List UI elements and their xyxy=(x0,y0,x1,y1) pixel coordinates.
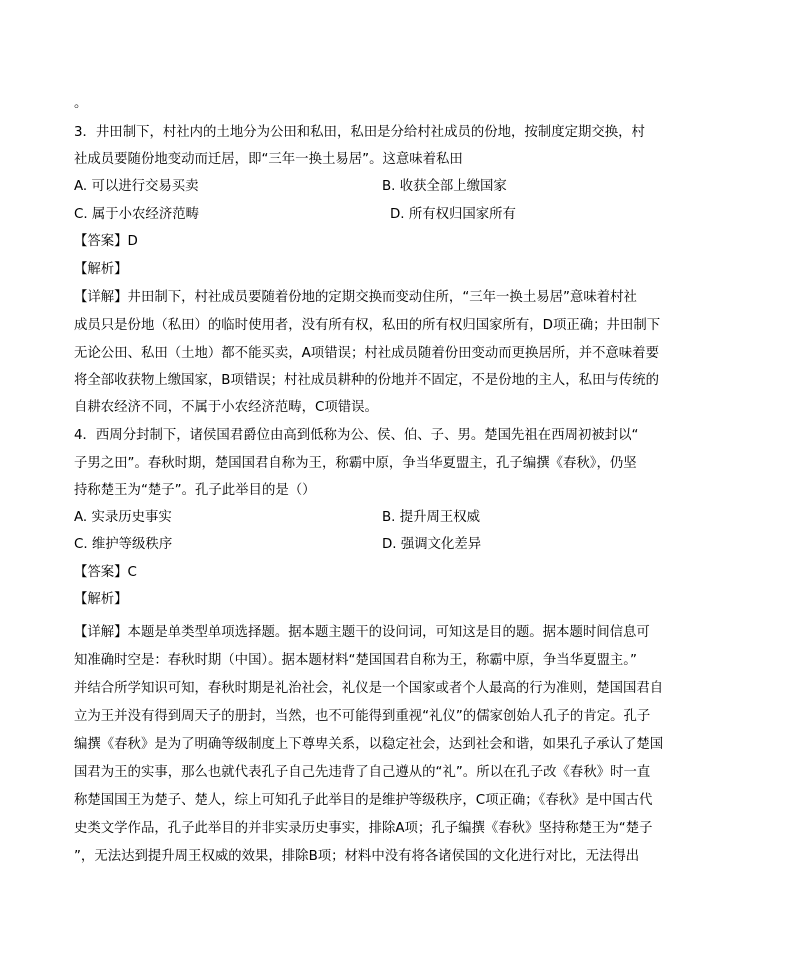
q3-option-d: D. 所有权归国家所有 xyxy=(390,207,516,222)
q4-stem-line-3: 持称楚王为“楚子”。孔子此举目的是（） xyxy=(74,483,316,498)
q3-option-c: C. 属于小农经济范畴 xyxy=(74,207,199,222)
q3-detail-line-2: 成员只是份地（私田）的临时使用者，没有所有权，私田的所有权归国家所有，D项正确；井田制下 xyxy=(74,318,661,333)
q4-stem-line-2: 子男之田”。春秋时期，楚国国君自称为王，称霸中原，争当华夏盟主，孔子编撰《春秋》，仍坚 xyxy=(74,456,637,471)
q4-answer: 【答案】C xyxy=(74,565,137,580)
q4-detail-line-2: 知准确时空是：春秋时期（中国）。据本题材料“楚国国君自称为王，称霸中原，争当华夏盟主。” xyxy=(74,653,637,668)
q4-detail-line-1: 【详解】本题是单类型单项选择题。据本题主题干的设问词，可知这是目的题。据本题时间信息可 xyxy=(74,625,650,640)
q4-option-a: A. 实录历史事实 xyxy=(74,510,172,525)
q3-stem-line-1: 3．井田制下，村社内的土地分为公田和私田，私田是分给村社成员的份地，按制度定期交换，村 xyxy=(74,125,645,140)
q4-option-d: D. 强调文化差异 xyxy=(382,537,482,552)
q3-option-a: A. 可以进行交易买卖 xyxy=(74,179,199,194)
q4-option-c: C. 维护等级秩序 xyxy=(74,537,173,552)
top-mark: 。 xyxy=(74,96,88,111)
q4-detail-line-6: 国君为王的实事，那么也就代表孔子自己先违背了自己遵从的“礼”。所以在孔子改《春秋》时一直 xyxy=(74,765,651,780)
q3-detail-line-1: 【详解】井田制下，村社成员要随着份地的定期交换而变动住所，“三年一换土易居”意味着村社 xyxy=(74,290,637,305)
q3-detail-line-5: 自耕农经济不同，不属于小农经济范畴，C项错误。 xyxy=(74,400,378,415)
q3-detail-line-3: 无论公田、私田（土地）都不能买卖，A项错误；村社成员随着份田变动而更换居所，并不意味着要 xyxy=(74,346,659,361)
q4-detail-line-4: 立为王并没有得到周天子的册封，当然，也不可能得到重视“礼仪”的儒家创始人孔子的肯定。孔子 xyxy=(74,709,651,724)
q4-detail-line-9: ”，无法达到提升周王权威的效果，排除B项；材料中没有将各诸侯国的文化进行对比，无法得出 xyxy=(74,849,640,864)
q3-stem-line-2: 社成员要随份地变动而迁居，即“三年一换土易居”。这意味着私田 xyxy=(74,152,463,167)
q3-detail-line-4: 将全部收获物上缴国家，B项错误；村社成员耕种的份地并不固定，不是份地的主人，私田与传统的 xyxy=(74,373,659,388)
q3-analysis-label: 【解析】 xyxy=(74,262,128,277)
q4-option-b: B. 提升周王权威 xyxy=(382,510,481,525)
q4-detail-line-3: 并结合所学知识可知，春秋时期是礼治社会，礼仪是一个国家或者个人最高的行为准则，楚国国君自 xyxy=(74,681,664,696)
q4-stem-line-1: 4．西周分封制下，诸侯国君爵位由高到低称为公、侯、伯、子、男。楚国先祖在西周初被封以“ xyxy=(74,428,639,443)
q4-detail-line-8: 史类文学作品，孔子此举目的并非实录历史事实，排除A项；孔子编撰《春秋》坚持称楚王为“楚子 xyxy=(74,821,653,836)
q4-detail-line-5: 编撰《春秋》是为了明确等级制度上下尊卑关系，以稳定社会，达到社会和谐，如果孔子承认了楚国 xyxy=(74,737,664,752)
q4-detail-line-7: 称楚国国王为楚子、楚人，综上可知孔子此举目的是维护等级秩序，C项正确；《春秋》是中国古代 xyxy=(74,793,653,808)
q3-option-b: B. 收获全部上缴国家 xyxy=(382,179,507,194)
q4-analysis-label: 【解析】 xyxy=(74,592,128,607)
q3-answer: 【答案】D xyxy=(74,234,138,249)
